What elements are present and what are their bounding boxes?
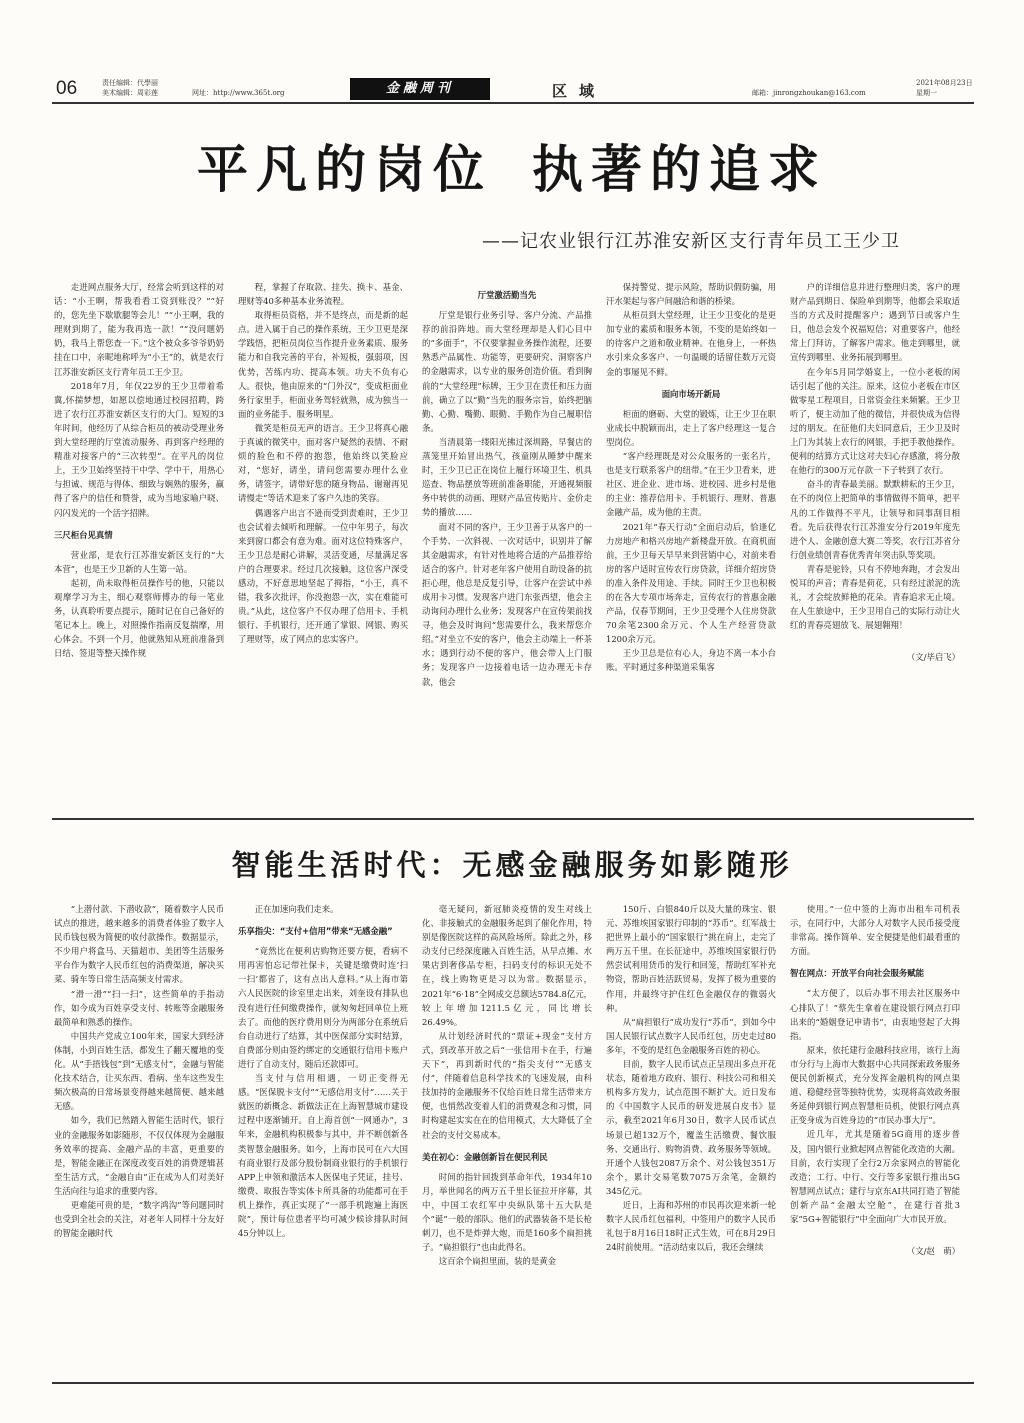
paragraph: 这百余个扁担里面，装的是黄金 [438, 1256, 557, 1267]
paragraph: 取得柜员资格，并不是终点，而是新的起点。进入属于自己的操作系统，王少卫更是深学践悟，把柜员岗位当作提升业务素质、服务能力和自我完善的平台，补短板，强弱项，因优势，苦练内功、提高本领。功夫不负有心人。很快，他由原来的“门外汉”，变成柜面业务行家里手，柜面业务驾轻就熟，成为独当一面的业务能手、服务明星。 [238, 310, 408, 419]
article1-column-1 [54, 280, 224, 778]
paragraph: 2021年“春天行动”全面启动后，恰逢亿力房地产和格兴房地产新楼盘开放。在商机面前，王少卫每天早早来到营销中心，对前来看房的客户适时宣传农行房贷款，详细介绍房贷的准入条件及用途、手续。同时王少卫也积极的在各大专项市场奔走，宣传农行的普惠金融产品，仅春节期间，王少卫受理个人住房贷款70余笔2300余万元、个人生产经营贷款1200余万元。 [606, 521, 776, 645]
article1-column-4 [606, 280, 776, 778]
art-editor-line: 美术编辑：周彩莲 [102, 89, 158, 97]
newspaper-brand: 金融周刊 [350, 78, 490, 100]
subheading: 三尺柜台见真情 [54, 529, 113, 540]
paragraph: 青春是驼铃，只有不停地奔跑，才会发出悦耳的声音；青春是荷花，只有经过淤泥的洗礼，才会绽放鲜艳的花朵。青春追求无止境。在人生旅途中，王少卫用自己的实际行动让火红的青春亮翅放飞、展翅翱翔！ [790, 563, 960, 631]
subheading: 美在初心：金融创新旨在便民利民 [422, 1151, 548, 1162]
paragraph: 2018年7月，年仅22岁的王少卫带着希冀,怀揣梦想，如愿以偿地通过校园招聘，跨进了农行江苏淮安新区支行的大门。短短的3年时间，他经历了从综合柜员的被动受理业务到大堂经理的厅堂流动服务、再到客户经理的精准对接客户的“三次转型”。在平凡的岗位上，王少卫始终坚持干中学、学中干，用热心与担诚、规范与得体、细致与娴熟的服务，赢得了客户的信任和赞誉，成为当地家喻户晓、闪闪发光的一个活字招牌。 [54, 380, 224, 518]
paragraph: 更难能可贵的是，“数字鸿沟”等问题同时也受到全社会的关注，对老年人同样十分友好的智能金融时代 [54, 1199, 224, 1239]
date-block [916, 78, 973, 98]
paragraph: 户的详细信息并进行整理归类，客户的理财产品到期日、保险单到期等，他都会采取适当的方式及时提醒客户；遇到节日或客户生日，他总会发个祝福短信；对重要客户，他经常上门拜访，了解客户需求。他走到哪里，就宣传到哪里、业务拓展到哪里。 [790, 282, 960, 363]
paragraph: 营业部，是农行江苏淮安新区支行的“大本营”，也是王少卫新的人生第一站。 [54, 549, 224, 574]
paragraph: 近几年，尤其是随着5G商用的逐步普及，国内银行业掀起网点智能化改造的大潮。目前，农行实现了全行2万余家网点的智能化改造；工行、中行、交行等多家银行推出5G智慧网点试点；建行与京东AI共同打造了智能创新产品“金融太空舱”，在建行首批3家“5G+智能银行”中全面向广大市民开放。 [790, 1129, 960, 1224]
paragraph: 王少卫总是位有心人，身边不离一本小台账。平时通过多种渠道采集客 [606, 648, 776, 673]
subheading: 智在网点：开放平台向社会服务赋能 [790, 968, 924, 979]
page-header [52, 78, 974, 104]
paragraph: 毫无疑问，新冠肺炎疫情的发生对线上化、非接触式的金融服务起到了催化作用，特别是像医院这样的高风险场所。除此之外，移动支付已经深度融入百姓生活，从早点摊、水果店到奢侈品专柜，扫码支付的标识无处不在，线上购物更是习以为常。数据显示，2021年“6·18”全网成交总额达5784.8亿元，较上年增加1211.5亿元，同比增长26.49%。 [422, 904, 592, 1027]
article1-headline-part2: 执著的追求 [532, 141, 828, 200]
paragraph: 当清晨第一缕阳光拂过深圳路，早餐店的蒸笼里开始冒出热气，孩童刚从睡梦中醒来时，王少卫已正在岗位上履行环境卫生、机具巡查、物品摆放等班前准备职能，开通视频服务中转供的动画、理财产品宣传贴片、金价走势的播放…… [422, 436, 592, 518]
paragraph: 原来，依托建行金融科技应用，该行上海市分行与上海市大数据中心共同探索政务服务便民创新模式，充分发挥金融机构的网点渠道、稳健经营等独特优势，实现将高效政务服务延伸到银行网点智慧柜员机，使银行网点真正变身成为百姓身边的“市民办事大厅”。 [790, 1044, 960, 1126]
article2-headline: 智能生活时代：无感金融服务如影随形 [231, 848, 793, 882]
paragraph: 150斤、白银840斤以及大量的珠宝、银元、苏维埃国家银行印制的“苏币”。红军战士把世界上最小的“国家银行”挑在肩上，走完了两万五千里。在长征途中，苏维埃国家银行仍然尝试利用货币的发行和回笼，帮助红军补充物资，帮助百姓活跃贸易，发挥了极为重要的作用，并最终守护住红色金融仅存的微弱火种。 [606, 904, 776, 1013]
paragraph: 程，掌握了存取款、挂失、换卡、基金、理财等40多种基本业务流程。 [238, 282, 408, 307]
paragraph: “竟然比在便利店购物还要方便，看病不用再害怕忘记带社保卡，关键是缴费时连‘扫一扫’都省了，这有点出人意料。”从上海市第六人民医院的诊室里走出来，刘奎设有排队也没有进行任何缴费操作，就匆匆赶回单位上班去了。而他的医疗费用则分为两部分在系统后台自动进行了结算，其中医保部分实时结算，自费部分则由签约绑定的交通银行信用卡账户进行了自动支付，随后还款即可。 [238, 946, 408, 1069]
article1-column-3 [422, 280, 592, 778]
article1-body [54, 280, 960, 778]
paragraph: 时间的指针回拨到革命年代，1934年10月，举世闻名的两万五千里长征拉开序幕，其中，中国工农红军中央纵队第十五大队是个“诞”一般的部队。他们的武器装备不是长枪刺刀，也不是炸弹大炮，而是160多个扁担挑子。“扁担银行”也由此得名。 [422, 1171, 592, 1253]
paragraph: 走进网点服务大厅，经常会听到这样的对话：“小王啊，帮我看看工资到账没？”“好的，您先坐下歇歇腿等会儿！”“小王啊，我的理财到期了，能为我再选一款！”“没问题奶奶，我马上帮您查一下。”这个被众多爷爷奶奶挂在口中，亲昵地称呼为“小王”的，就是农行江苏淮安新区支行青年员工王少卫。 [54, 282, 224, 377]
paragraph: 目前，数字人民币试点正呈现出多点开花状态，随着地方政府、银行、科技公司和相关机构多方发力，试点范围不断扩大。近日发布的《中国数字人民币的研发进展白皮书》显示，截至2021年6月30日，数字人民币试点场景已超132万个，覆盖生活缴费、餐饮服务、交通出行、购物消费、政务服务等领域。开通个人钱包2087万余个、对公钱包351万余个，累计交易笔数7075万余笔，金额约345亿元。 [606, 1059, 776, 1196]
editor-credits [102, 78, 158, 98]
article1-column-5 [790, 280, 960, 778]
paragraph: 正在加速向我们走来。 [254, 904, 339, 914]
page-number: 06 [56, 78, 78, 99]
paragraph: 起初，尚未取得柜员操作号的他，只能以观摩学习为主，细心观察师傅办的每一笔业务，认真聆听要点提示，随时记在自己备好的笔记本上。晚上，对照操作指南反复揣摩，用心体会。不到一个月，他就熟知从班前准备到日结、签退等整天操作规 [54, 577, 224, 659]
email-line: 邮箱：jinrongzhoukan@163.com [752, 89, 866, 97]
article2-column-5 [790, 902, 960, 1372]
paragraph: 偶遇客户出言不逊而受到责难时，王少卫也会试着去倾听和理解。一位中年男子，每次来到窗口都会有意为难。面对这位特殊客户，王少卫总是耐心讲解，灵活变通，尽量满足客户的合理要求。经过几次接触，这位客户深受感动，不好意思地坚起了拇指，“小王，真不错，我多次批评，你没抱怨一次，实在难能可贵。”从此，这位客户不仅办理了信用卡、手机银行、手机银行，还开通了掌银、网银、购买了理财等，成了网点的忠实客户。 [238, 507, 408, 645]
paragraph: 柜面的磨砺、大堂的锻炼，让王少卫在职业成长中脱颖而出，走上了客户经理这一复合型岗位。 [606, 408, 776, 447]
paragraph: “上潜付款、下潜收款”，随着数字人民币试点的推进，越来越多的消费者体验了数字人民币钱包极为简便的收付款操作。数据显示，不少用户将盒马、天猫超市、美团等生活服务平台作为数字人民币红包的消费渠道，解决买菜、骑车等日常生活高频支付需求。 [54, 904, 224, 985]
paragraph: 在今年5月同学婚宴上，一位小老板的闲话引起了他的关注。原来，这位小老板在市区做零星工程项目，日常资金往来频繁。王少卫听了，便主动加了他的微信，并很快成为信得过的朋友。在征他们夫妇同意后，王少卫及时上门为其装上农行的网银，手把手教他操作。便利的结算方式让这对夫妇心存感激，将分散在他行的300万元存款一下子转到了农行。 [790, 366, 960, 476]
article2-column-4 [606, 902, 776, 1372]
article1-headline-part1: 平凡的岗位 [196, 141, 492, 200]
article2-body [54, 902, 960, 1372]
author-byline: （文/毕启飞） [906, 652, 960, 663]
subheading: 厅堂激活勤当先 [477, 290, 537, 300]
paragraph: “客户经理既是对公众服务的一张名片，也是支行联系客户的纽带。”在王少卫看来，进社区、进企业、进市场、进校园、进乡村是他的主业：推荐信用卡、手机银行、理财、普惠金融产品，成为他的主责。 [606, 451, 776, 518]
paragraph: 从“扁担银行”成功发行“苏币”，到如今中国人民银行试点数字人民币红包，历史走过80多年，不变的是红色金融服务百姓的初心。 [606, 1016, 776, 1055]
section-divider [52, 818, 974, 820]
article1-column-2 [238, 280, 408, 778]
paragraph: 近日，上海和苏州的市民再次迎来新一轮数字人民币红包福利，中签用户的数字人民币礼包于8月16日18时正式生效，可在8月29日24时前使用。“活动结束以后，我还会继续 [606, 1199, 776, 1253]
paragraph: 从柜员到大堂经理，让王少卫变化的是更加专业的素质和服务本领，不变的是始终如一的待客户之道和敬业精神。在他身上，一杯热水引来众多客户、一句温暖的话留住数万元资金的事屡见不鲜。 [606, 310, 776, 377]
paragraph: “滑一滑”“扫一扫”，这些简单的手指动作，如今成为百姓享受支付、转账等金融服务最简单和熟悉的操作。 [54, 988, 224, 1027]
paragraph: 从计划经济时代的“票证+现金”支付方式，到改革开放之后“一张信用卡在手，行遍天下”，再到新时代的“指尖支付”“无感支付”，伴随着信息科学技术的飞速发展，由科技加持的金融服务不仅给百姓日常生活带来方便，也悄然改变着人们的消费观念和习惯，同时构建起实实在在的信用模式，大大降低了全社会的支付交易成本。 [422, 1030, 592, 1140]
paragraph: 使用。”一位中签的上海市出租车司机表示，在同行中，大部分人对数字人民币接受度非常高。操作简单、安全便捷是他们最看重的方面。 [790, 904, 960, 957]
paragraph: “太方便了，以后办事不用去社区服务中心排队了！”蔡先生拿着在建设银行网点打印出来的“婚姻登记申请书”，由衷地竖起了大拇指。 [790, 988, 960, 1041]
subheading: 乐享指尖：“支付+信用”带来“无感金融” [238, 926, 393, 937]
paragraph: 当支付与信用相遇，一切正变得无感。“医保脱卡支付”“无感信用支付”……关于就医的新概念、新做法正在上海智慧城市建设过程中逐渐铺开。自上海首创“一网通办”，3年来，金融机构积极参与其中，并不断创新各类智慧金融服务。如今，上海市民可在六大国有商业银行及部分股份制商业银行的手机银行APP上申领和激活本人医保电子凭证，挂号、缴费、取报告等实体卡所具备的功能都可在手机上操作，真正实现了“一部手机跑遍上海医院”，预计每位患者平均可减少候诊排队时间45分钟以上。 [238, 1073, 408, 1239]
paragraph: 面对不同的客户，王少卫善于从客户的一个手势、一次斜视、一次对话中，识别并了解其金融需求，有针对性地将合适的产品推荐给适合的客户。针对老年客户使用自助设备的抗拒心理，他总是反复引导，让客户在尝试中养成用卡习惯。发现客户进门东张西望，他会主动询问办理什么业务；发现客户在宣传架前找寻，他会及时询问“您需要什么，我来帮您介绍。”对坐立不安的客户，他会主动端上一杯茶水；遇到行动不便的客户，他会带人上门服务；发现客户一边接着电话一边办理无卡存款，他会 [422, 521, 592, 687]
author-byline: （文/赵 萌） [906, 1246, 960, 1257]
article2-column-2 [238, 902, 408, 1372]
paragraph: 中国共产党成立100年来，国家大到经济体制，小到百姓生活，都发生了翻天覆地的变化。从“手捂钱包”到“无感支付”，金融与智能化技术结合，让买东西、看病、坐车这些发生频次极高的日常场景变得越来越简便、越来越无感。 [54, 1030, 224, 1112]
article1-subtitle: ——记农业银行江苏淮安新区支行青年员工王少卫 [482, 231, 900, 252]
paragraph: 厅堂是银行业务引导、客户分流、产品推荐的前沿阵地。而大堂经理却是人们心目中的“多面手”，不仅要掌握业务操作流程，还要熟悉产品属性、功能等，更要研究、洞察客户的金融需求，以专业的服务创造价值。看到胸前的“大堂经理”标牌，王少卫在责任和压力面前，确立了以“勤”当先的服务宗旨，始终把脑勤、心勤、嘴勤、眼勤、手勤作为自己履职信条。 [422, 310, 592, 433]
editor-line: 责任编辑：代學丽 [102, 79, 158, 87]
footer-rule [52, 1382, 974, 1384]
issue-weekday: 星期一 [916, 89, 937, 97]
paragraph: 如今，我们已然踏入智能生活时代，银行业的金融服务如影随形，不仅仅体现为金融服务效率的提高、金融产品的丰富，更重要的是，智能金融正在深度改变百姓的消费逻辑甚至生活方式，“金融自由”正在成为人们对美好生活向往与追求的重要内容。 [54, 1115, 224, 1196]
website-line: 网址：http://www.365t.org [192, 89, 285, 97]
subheading: 面向市场开新局 [661, 388, 721, 399]
article2-column-1 [54, 902, 224, 1372]
issue-date: 2021年08月23日 [916, 79, 973, 87]
paragraph: 微笑是柜员无声的语言。王少卫将真心融于真诚的微笑中，面对客户疑然的表情、不耐烦的脸色和不停的抱怨，他始终以笑脸应对，“您好，请坐，请问您需要办理什么业务，请签字，请带好您的随身物品、谢谢再见请慢走”等话术迎来了客户久违的笑容。 [238, 422, 408, 504]
article2-column-3 [422, 902, 592, 1372]
paragraph: 保持警觉、提示风险，帮助识假防骗，用汗水架起与客户间融洽和谐的桥梁。 [606, 282, 776, 307]
section-name: 区域 [552, 82, 607, 100]
paragraph: 奋斗的青春最美丽。默默耕耘的王少卫，在不的岗位上把简单的事情做得不简单，把平凡的工作做得不平凡，让领导和同事刮目相看。先后获得农行江苏淮安分行2019年度先进个人、金融创意大赛二等奖，农行江苏省分行创业绩创青春优秀青年突击队等奖项。 [790, 479, 960, 560]
article1-headline [0, 128, 1024, 202]
